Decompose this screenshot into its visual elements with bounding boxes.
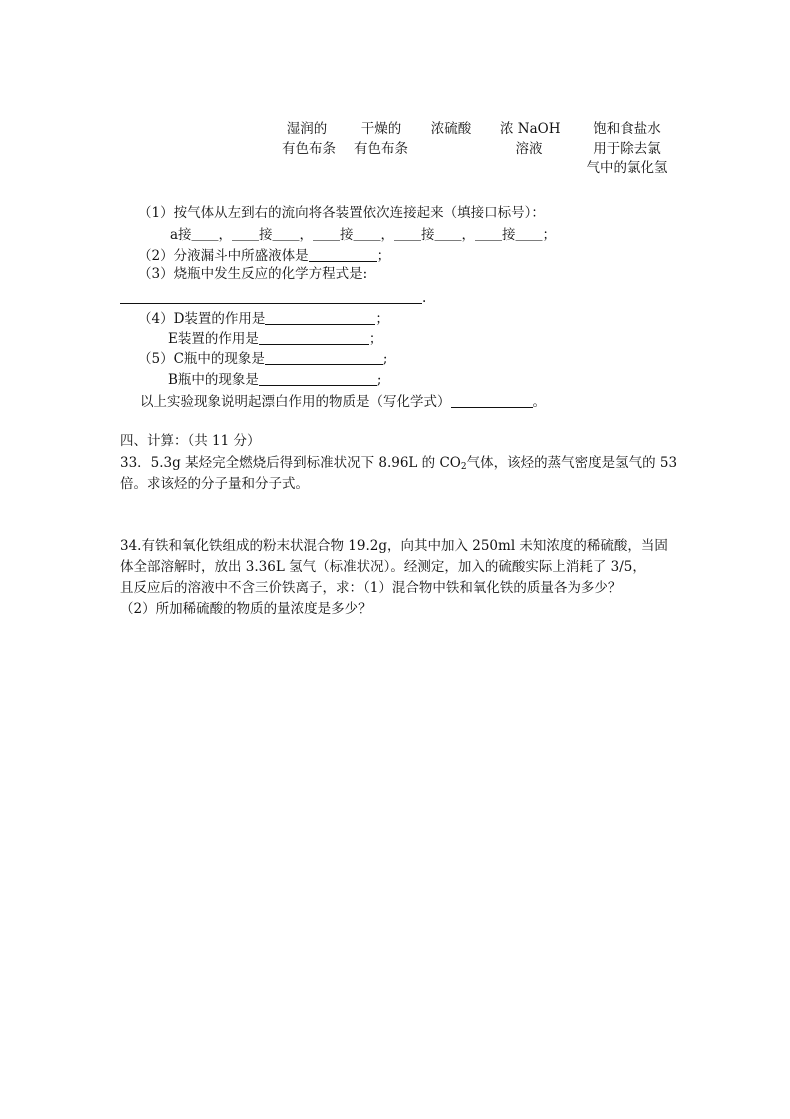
q5-c-answer-blank[interactable] bbox=[265, 351, 383, 365]
q2-answer-blank[interactable] bbox=[309, 248, 377, 262]
q33-line-1: 33．5.3g 某烃完全燃烧后得到标准状况下 8.96L 的 $CO_2$气体，该烃的蒸气密度是氢气的 53 bbox=[120, 455, 678, 472]
conc-sulfuric-label: 浓硫酸 bbox=[430, 121, 472, 137]
q34-line-2: 体全部溶解时，放出 3.36L 氢气（标准状况）。经测定，加入的硫酸实际上消耗了 3/5， bbox=[120, 559, 646, 575]
q3-answer-line: . bbox=[120, 290, 426, 306]
brine-label: 饱和食盐水 用于除去氯 气中的氯化氢 bbox=[586, 121, 668, 176]
wet-strip-label: 湿润的 有色布条 bbox=[282, 121, 336, 157]
q4-d-answer-blank[interactable] bbox=[265, 311, 375, 325]
q4-d-line: （4）D装置的作用是 ； bbox=[138, 311, 389, 327]
q3-text: （3）烧瓶中发生反应的化学方程式是: bbox=[138, 266, 368, 282]
q4-e-line: E装置的作用是 ； bbox=[168, 331, 383, 347]
q5-c-line: （5）C瓶中的现象是 ; bbox=[138, 351, 388, 367]
q1-connect-line: a接＿＿，＿＿接＿＿，＿＿接＿＿，＿＿接＿＿，＿＿接＿＿； bbox=[170, 227, 557, 243]
conc-naoh-label: 浓 NaOH 溶液 bbox=[500, 121, 561, 157]
q34-line-1: 34.有铁和氧化铁组成的粉末状混合物 19.2g，向其中加入 250ml 未知浓度的稀硫酸，当固 bbox=[120, 538, 668, 554]
conclusion-answer-blank[interactable] bbox=[451, 394, 533, 408]
q3-answer-blank[interactable] bbox=[120, 290, 422, 304]
q34-line-4: （2）所加稀硫酸的物质的量浓度是多少？ bbox=[120, 601, 372, 617]
q33-line-2: 倍。求该烃的分子量和分子式。 bbox=[120, 476, 309, 492]
q1-text: （1）按气体从左到右的流向将各装置依次连接起来（填接口标号）： bbox=[138, 205, 545, 221]
conclusion-line: 以上实验现象说明起漂白作用的物质是（写化学式） 。 bbox=[140, 394, 546, 410]
q2-line: （2）分液漏斗中所盛液体是 ； bbox=[138, 248, 391, 264]
dry-strip-label: 干燥的 有色布条 bbox=[354, 121, 408, 157]
q5-b-answer-blank[interactable] bbox=[259, 372, 377, 386]
q4-e-answer-blank[interactable] bbox=[259, 331, 369, 345]
q5-b-line: B瓶中的现象是 ; bbox=[168, 372, 382, 388]
q34-line-3: 且反应后的溶液中不含三价铁离子，求：（1）混合物中铁和氧化铁的质量各为多少？ bbox=[120, 580, 622, 596]
section-title: 四、计算：（共 11 分） bbox=[120, 433, 261, 449]
